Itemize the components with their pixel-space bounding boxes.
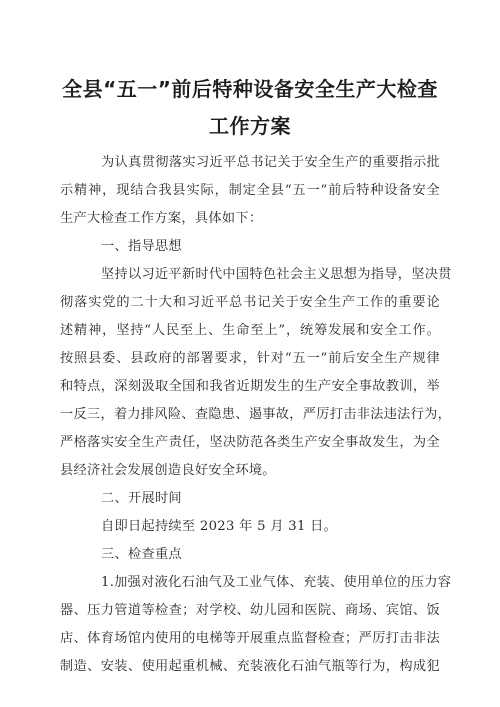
section2-line: 自即日起持续至 2023 年 5 月 31 日。 <box>101 519 338 534</box>
section-heading-inspection-focus: 三、检查重点 <box>101 547 182 562</box>
section-heading-time-period: 二、开展时间 <box>101 491 182 506</box>
intro-line: 生产大检查工作方案，具体如下： <box>60 211 263 226</box>
section1-line: 坚持以习近平新时代中国特色社会主义思想为指导，坚决贯 <box>101 267 452 282</box>
section3-line: 制造、安装、使用起重机械、充装液化石油气瓶等行为，构成犯 <box>60 659 440 674</box>
section1-line: 彻落实党的二十大和习近平总书记关于安全生产工作的重要论 <box>60 295 440 310</box>
section1-line: 严格落实安全生产责任，坚决防范各类生产安全事故发生，为全 <box>60 435 440 450</box>
section1-line: 和特点，深刻汲取全国和我省近期发生的生产安全事故教训，举 <box>60 379 440 394</box>
section1-line: 一反三，着力排风险、查隐患、遏事故，严厉打击非法违法行为， <box>60 407 452 422</box>
section1-line: 述精神，坚持“人民至上、生命至上”，统筹发展和安全工作。 <box>60 323 440 338</box>
section1-line: 县经济社会发展创造良好安全环境。 <box>60 463 276 478</box>
section-heading-guiding-ideology: 一、指导思想 <box>101 239 182 254</box>
intro-line: 示精神，现结合我县实际，制定全县“五一”前后特种设备安全 <box>60 183 440 198</box>
intro-line: 为认真贯彻落实习近平总书记关于安全生产的重要指示批 <box>101 155 440 170</box>
section3-line: 器、压力管道等检查；对学校、幼儿园和医院、商场、宾馆、饭 <box>60 603 440 618</box>
document-title-line-2: 工作方案 <box>209 114 291 138</box>
document-title-line-1: 全县“五一”前后特种设备安全生产大检查 <box>62 77 438 101</box>
section1-line: 按照县委、县政府的部署要求，针对“五一”前后安全生产规律 <box>60 351 440 366</box>
section3-line: 店、体育场馆内使用的电梯等开展重点监督检查；严厉打击非法 <box>60 631 440 646</box>
section3-line: 1.加强对液化石油气及工业气体、充装、使用单位的压力容 <box>101 575 452 590</box>
